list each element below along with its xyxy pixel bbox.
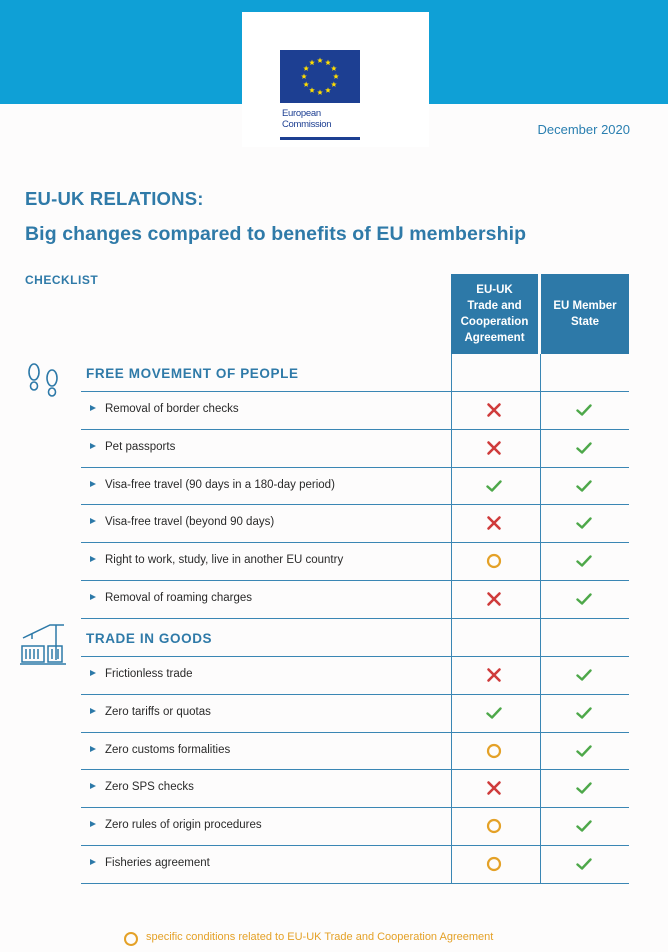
bullet-triangle-icon bbox=[90, 783, 96, 789]
cross-mark-icon bbox=[486, 440, 502, 456]
logo-underline bbox=[280, 137, 360, 140]
check-mark-icon bbox=[576, 780, 592, 796]
circle-mark-icon bbox=[486, 553, 502, 569]
cross-mark-icon bbox=[486, 402, 502, 418]
row-divider bbox=[81, 580, 629, 581]
container-crane-icon bbox=[20, 622, 66, 671]
eu-star-icon bbox=[303, 82, 309, 87]
section-title: TRADE IN GOODS bbox=[86, 631, 213, 646]
circle-mark-icon bbox=[486, 856, 502, 872]
checklist-row-label bbox=[90, 554, 343, 566]
eu-star-icon bbox=[309, 87, 315, 92]
cross-mark-icon bbox=[486, 591, 502, 607]
bullet-triangle-icon bbox=[90, 556, 96, 562]
bullet-triangle-icon bbox=[90, 859, 96, 865]
eu-star-icon bbox=[309, 60, 315, 65]
row-text: Removal of roaming charges bbox=[105, 592, 253, 604]
column-header-line: EU-UK bbox=[476, 284, 513, 296]
row-text: Zero SPS checks bbox=[105, 781, 194, 794]
bullet-triangle-icon bbox=[90, 481, 96, 487]
cross-mark-icon bbox=[486, 780, 502, 796]
circle-mark-icon bbox=[486, 743, 502, 759]
row-text: Zero rules of origin procedures bbox=[105, 819, 262, 832]
logo-line-2: Commission bbox=[282, 119, 332, 130]
row-text: Right to work, study, live in another EU country bbox=[105, 554, 344, 567]
footprints-icon bbox=[24, 362, 64, 405]
check-mark-icon bbox=[576, 591, 592, 607]
checklist-row-label bbox=[90, 479, 335, 491]
checklist-row-label bbox=[90, 781, 194, 793]
eu-star-icon bbox=[317, 58, 323, 63]
page-title: EU-UK RELATIONS: bbox=[25, 188, 204, 209]
row-divider bbox=[81, 769, 629, 770]
column-divider bbox=[451, 619, 452, 883]
eu-star-icon bbox=[303, 66, 309, 71]
check-mark-icon bbox=[576, 515, 592, 531]
checklist-label: CHECKLIST bbox=[25, 273, 99, 287]
column-header-eu-member-state bbox=[541, 274, 629, 354]
eu-star-icon bbox=[325, 87, 331, 92]
row-divider bbox=[81, 732, 629, 733]
column-header-eu-uk-agreement bbox=[451, 274, 538, 354]
check-mark-icon bbox=[576, 705, 592, 721]
checklist-row-label bbox=[90, 592, 252, 604]
check-mark-icon bbox=[576, 743, 592, 759]
footnote: specific conditions related to EU-UK Trade and Cooperation Agreement bbox=[146, 931, 494, 943]
cross-mark-icon bbox=[486, 515, 502, 531]
checklist-row-label bbox=[90, 857, 210, 869]
row-divider bbox=[81, 504, 629, 505]
check-mark-icon bbox=[576, 478, 592, 494]
bullet-triangle-icon bbox=[90, 405, 96, 411]
bullet-triangle-icon bbox=[90, 670, 96, 676]
row-divider bbox=[81, 656, 629, 657]
row-divider bbox=[81, 391, 629, 392]
bullet-triangle-icon bbox=[90, 594, 96, 600]
row-divider bbox=[81, 618, 629, 619]
bullet-triangle-icon bbox=[90, 443, 96, 449]
column-divider bbox=[540, 354, 541, 618]
checklist-row-label bbox=[90, 668, 193, 680]
column-header-line: Trade and bbox=[467, 300, 522, 312]
check-mark-icon bbox=[576, 856, 592, 872]
footnote-circle-icon bbox=[124, 932, 138, 946]
row-text: Removal of border checks bbox=[105, 403, 239, 415]
column-divider bbox=[451, 354, 452, 618]
eu-flag-icon bbox=[280, 50, 360, 103]
european-commission-logo bbox=[242, 12, 429, 147]
publication-date: December 2020 bbox=[537, 122, 630, 137]
eu-star-icon bbox=[301, 74, 307, 79]
row-divider bbox=[81, 807, 629, 808]
section-title: FREE MOVEMENT OF PEOPLE bbox=[86, 366, 299, 381]
logo-text bbox=[282, 108, 331, 130]
bullet-triangle-icon bbox=[90, 708, 96, 714]
check-mark-icon bbox=[486, 705, 502, 721]
check-mark-icon bbox=[576, 818, 592, 834]
row-text: Zero tariffs or quotas bbox=[105, 705, 211, 718]
logo-line-1: European bbox=[282, 108, 321, 119]
eu-star-icon bbox=[333, 74, 339, 79]
check-mark-icon bbox=[576, 440, 592, 456]
eu-star-icon bbox=[331, 82, 337, 87]
check-mark-icon bbox=[486, 478, 502, 494]
row-divider bbox=[81, 694, 629, 695]
row-divider bbox=[81, 883, 629, 884]
bullet-triangle-icon bbox=[90, 821, 96, 827]
row-text: Fisheries agreement bbox=[105, 857, 210, 869]
check-mark-icon bbox=[576, 667, 592, 683]
column-header-line: Cooperation bbox=[460, 316, 529, 328]
row-text: Visa-free travel (beyond 90 days) bbox=[105, 516, 275, 529]
eu-star-icon bbox=[325, 60, 331, 65]
column-header-line: EU Member bbox=[553, 300, 617, 312]
page-subtitle: Big changes compared to benefits of EU membership bbox=[25, 223, 527, 245]
row-text: Pet passports bbox=[105, 440, 176, 453]
row-text: Visa-free travel (90 days in a 180-day period) bbox=[105, 478, 335, 491]
check-mark-icon bbox=[576, 402, 592, 418]
row-divider bbox=[81, 467, 629, 468]
circle-mark-icon bbox=[486, 818, 502, 834]
column-header-line: State bbox=[570, 316, 600, 328]
row-text: Zero customs formalities bbox=[105, 743, 231, 756]
checklist-row-label bbox=[90, 706, 211, 718]
row-divider bbox=[81, 542, 629, 543]
checklist-row-label bbox=[90, 403, 239, 415]
bullet-triangle-icon bbox=[90, 746, 96, 752]
cross-mark-icon bbox=[486, 667, 502, 683]
checklist-row-label bbox=[90, 744, 230, 756]
row-text: Frictionless trade bbox=[105, 668, 193, 680]
bullet-triangle-icon bbox=[90, 518, 96, 524]
eu-star-icon bbox=[331, 66, 337, 71]
eu-star-icon bbox=[317, 90, 323, 95]
row-divider bbox=[81, 845, 629, 846]
checklist-row-label bbox=[90, 441, 175, 453]
check-mark-icon bbox=[576, 553, 592, 569]
column-header-line: Agreement bbox=[464, 332, 525, 344]
row-divider bbox=[81, 429, 629, 430]
column-divider bbox=[540, 619, 541, 883]
checklist-row-label bbox=[90, 516, 274, 528]
checklist-row-label bbox=[90, 819, 262, 831]
